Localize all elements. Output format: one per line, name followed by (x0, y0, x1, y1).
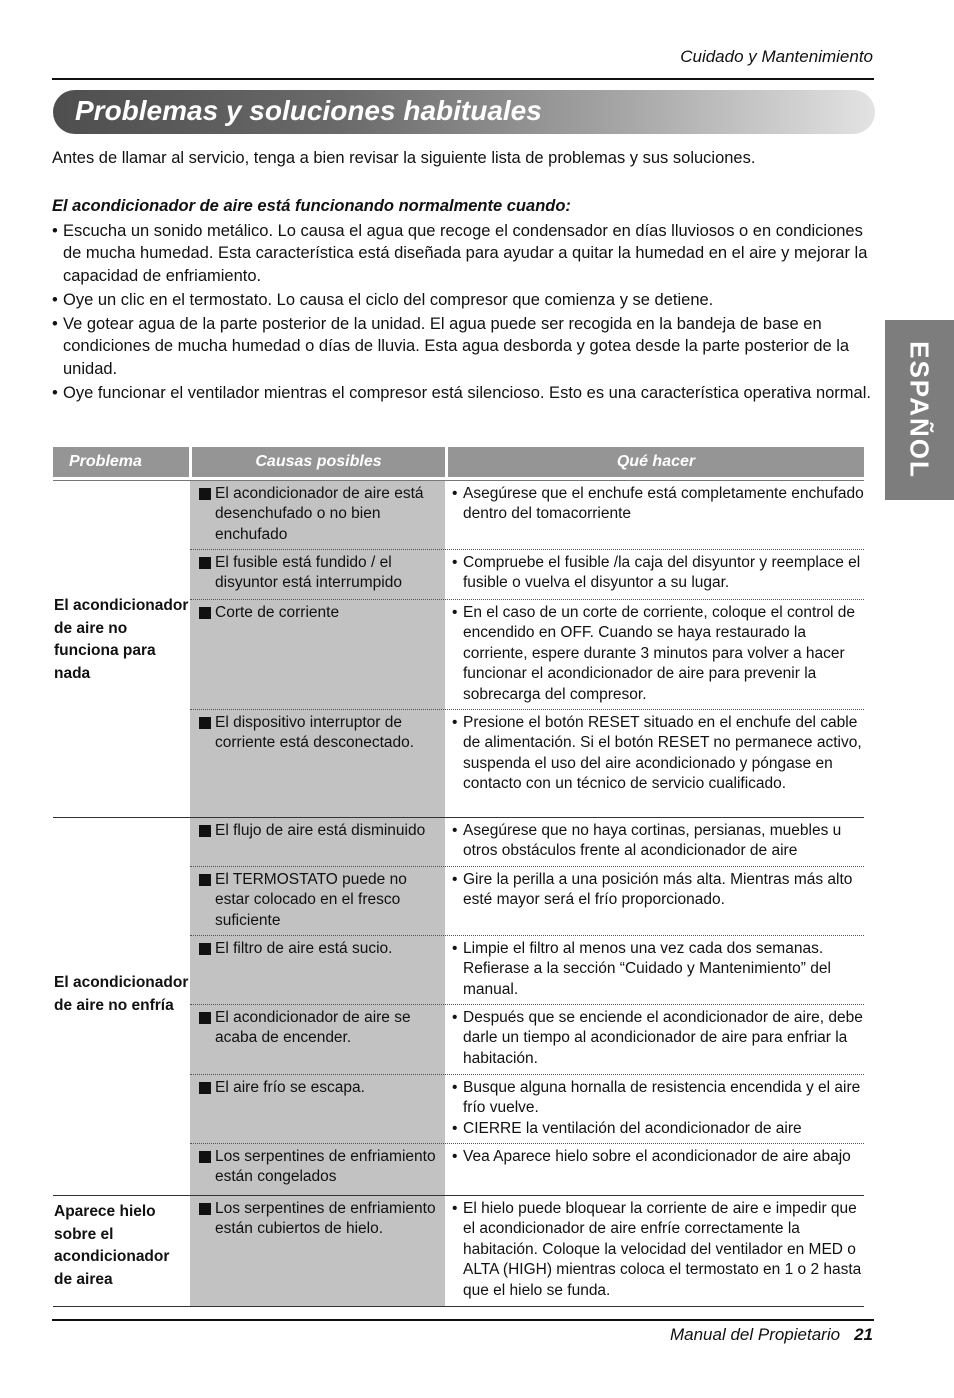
cause-text (199, 713, 439, 754)
todo-text (452, 870, 864, 911)
table-row (190, 550, 864, 600)
table-header-causes: Causas posibles (192, 447, 445, 477)
cause-label: El fusible está fundido / el disyuntor está interrumpido (215, 554, 402, 592)
table-row (190, 867, 864, 936)
problem-label: El acondicionador de aire no enfría (54, 974, 189, 1014)
todo-text (452, 603, 864, 705)
bullet-icon: • (452, 1009, 458, 1026)
bullet-icon: • (452, 940, 458, 957)
list-item: • Oye un clic en el termostato. Lo causa el ciclo del compresor que comienza y se detiene. (52, 289, 877, 311)
square-bullet-icon (199, 557, 211, 569)
table-row (190, 936, 864, 1005)
square-bullet-icon (199, 1012, 211, 1024)
todo-text (452, 1078, 864, 1139)
square-bullet-icon (199, 1082, 211, 1094)
bullet-icon: • (452, 604, 458, 621)
cause-label: El acondicionador de aire se acaba de encender. (215, 1009, 411, 1047)
cause-label: El acondicionador de aire está desenchufado o no bien enchufado (215, 485, 424, 543)
todo-text (452, 713, 864, 795)
list-item: • Oye funcionar el ventilador mientras el compresor está silencioso. Esto es una característica operativa normal. (52, 382, 877, 404)
todo-text (452, 1199, 864, 1301)
square-bullet-icon (199, 874, 211, 886)
table-row (190, 1196, 864, 1306)
cause-label: Corte de corriente (215, 604, 340, 621)
page-title: Problemas y soluciones habituales (75, 95, 542, 126)
bullet-icon: • (452, 822, 458, 839)
square-bullet-icon (199, 607, 211, 619)
todo-label: Limpie el filtro al menos una vez cada dos semanas. Refierase a la sección “Cuidado y Mantenimiento” del manual. (463, 940, 831, 998)
bullet-icon: • (452, 554, 458, 571)
cause-text (199, 870, 439, 931)
bullet-icon: • (452, 1200, 458, 1217)
bullet-icon: • (452, 485, 458, 502)
cause-label: El filtro de aire está sucio. (215, 940, 393, 957)
title-banner (53, 90, 875, 134)
problem-group-no-enfria (53, 818, 864, 1195)
todo-label: Asegúrese que el enchufe está completamente enchufado dentro del tomacorriente (463, 485, 864, 523)
todo-text (452, 939, 864, 1000)
bullet-icon: • (452, 871, 458, 888)
table-row (190, 1005, 864, 1075)
todo-label: Presione el botón RESET situado en el enchufe del cable de alimentación. Si el botón RESET no permanece activo, suspenda el uso del aire acondicionado y póngase en contacto con un técnico de servicio cualificado. (463, 714, 862, 793)
bullet-icon: • (452, 714, 458, 731)
square-bullet-icon (199, 943, 211, 955)
normal-operation-list (52, 220, 877, 406)
cause-label: El TERMOSTATO puede no estar colocado en el fresco suficiente (215, 871, 407, 929)
footer (670, 1325, 873, 1345)
cause-text (199, 484, 439, 545)
todo-label: CIERRE la ventilación del acondicionador de aire (463, 1119, 802, 1137)
todo-text (452, 484, 864, 525)
problem-group-hielo (53, 1196, 864, 1306)
table-row (190, 600, 864, 710)
cause-label: El flujo de aire está disminuido (215, 822, 426, 839)
cause-label: Los serpentines de enfriamiento están congelados (215, 1148, 436, 1186)
header-section-title: Cuidado y Mantenimiento (680, 47, 873, 66)
bottom-rule (52, 1319, 874, 1321)
todo-label: Vea Aparece hielo sobre el acondicionador de aire abajo (463, 1148, 851, 1165)
bullet-icon: • (452, 1148, 458, 1165)
cause-text (199, 1078, 439, 1098)
todo-label: Compruebe el fusible /la caja del disyuntor y reemplace el fusible o vuelva el disyuntor a su lugar. (463, 554, 861, 592)
table-row (190, 1075, 864, 1144)
bullet-icon: • (452, 1119, 458, 1137)
footer-label: Manual del Propietario (669, 1325, 841, 1344)
cause-text (199, 939, 439, 959)
table-row (190, 1144, 864, 1195)
cause-text (199, 603, 439, 623)
todo-text (452, 1008, 864, 1069)
cause-label: Los serpentines de enfriamiento están cubiertos de hielo. (215, 1200, 436, 1238)
page-number: 21 (854, 1325, 873, 1344)
todo-text (452, 821, 864, 862)
problem-group-no-funciona (53, 481, 864, 817)
todo-label: En el caso de un corte de corriente, coloque el control de encendido en OFF. Cuando se haya restaurado la corriente, espere durante 3 minutos para volver a hacer funcionar el acondicionador de aire para prevenir la sobrecarga del compresor. (463, 604, 856, 703)
cause-label: El aire frío se escapa. (215, 1079, 365, 1096)
problem-label: Aparece hielo sobre el acondicionador de airea (54, 1203, 170, 1288)
bullet-icon: • (452, 1079, 458, 1096)
problem-label: El acondicionador de aire no funciona para nada (54, 597, 189, 682)
square-bullet-icon (199, 488, 211, 500)
list-item: • Escucha un sonido metálico. Lo causa el agua que recoge el condensador en días lluviosos o en condiciones de mucha humedad. Esta característica está diseñada para ayudar a quitar la humedad en el aire y mejorar la capacidad de enfriamiento. (52, 220, 877, 287)
todo-line (452, 1119, 864, 1139)
list-item: • Ve gotear agua de la parte posterior de la unidad. El agua puede ser recogida en la bandeja de base en condiciones de mucha humedad o días de lluvia. Esta agua desborda y gotea desde la parte posterior de la unidad. (52, 313, 877, 380)
todo-text (452, 1147, 864, 1167)
square-bullet-icon (199, 717, 211, 729)
todo-label: Asegúrese que no haya cortinas, persianas, muebles u otros obstáculos frente al acondicionador de aire (463, 822, 842, 860)
table-header-todo: Qué hacer (448, 447, 864, 477)
cause-text (199, 1147, 439, 1188)
todo-line (452, 1078, 864, 1119)
todo-label: Busque alguna hornalla de resistencia encendida y el aire frío vuelve. (463, 1079, 861, 1117)
intro-paragraph: Antes de llamar al servicio, tenga a bien revisar la siguiente lista de problemas y sus soluciones. (52, 149, 756, 167)
todo-label: Después que se enciende el acondicionador de aire, debe darle un tiempo al acondicionador de aire para enfriar la habitación. (463, 1009, 863, 1067)
top-rule (52, 78, 874, 80)
table-row (190, 818, 864, 867)
language-tab (885, 320, 954, 500)
square-bullet-icon (199, 1151, 211, 1163)
todo-label: Gire la perilla a una posición más alta. Mientras más alto esté mayor será el frío proporcionado. (463, 871, 853, 909)
normal-operation-heading: El acondicionador de aire está funcionando normalmente cuando: (52, 197, 571, 215)
todo-label: El hielo puede bloquear la corriente de aire e impedir que el acondicionador de aire enfríe correctamente la habitación. Coloque la velocidad del ventilador en MED o ALTA (HIGH) mientras coloca el termostato en 1 o 2 hasta que el hielo se funda. (463, 1200, 862, 1299)
cause-text (199, 1008, 439, 1049)
table-header-problem: Problema (53, 447, 189, 477)
language-tab-label: ESPAÑOL (904, 341, 935, 479)
cause-text (199, 553, 439, 594)
cause-text (199, 821, 439, 841)
todo-text (452, 553, 864, 594)
table-row (190, 481, 864, 550)
table-row (190, 710, 864, 817)
cause-label: El dispositivo interruptor de corriente está desconectado. (215, 714, 415, 752)
table-bottom-rule (53, 1306, 864, 1307)
square-bullet-icon (199, 1203, 211, 1215)
cause-text (199, 1199, 439, 1240)
square-bullet-icon (199, 825, 211, 837)
